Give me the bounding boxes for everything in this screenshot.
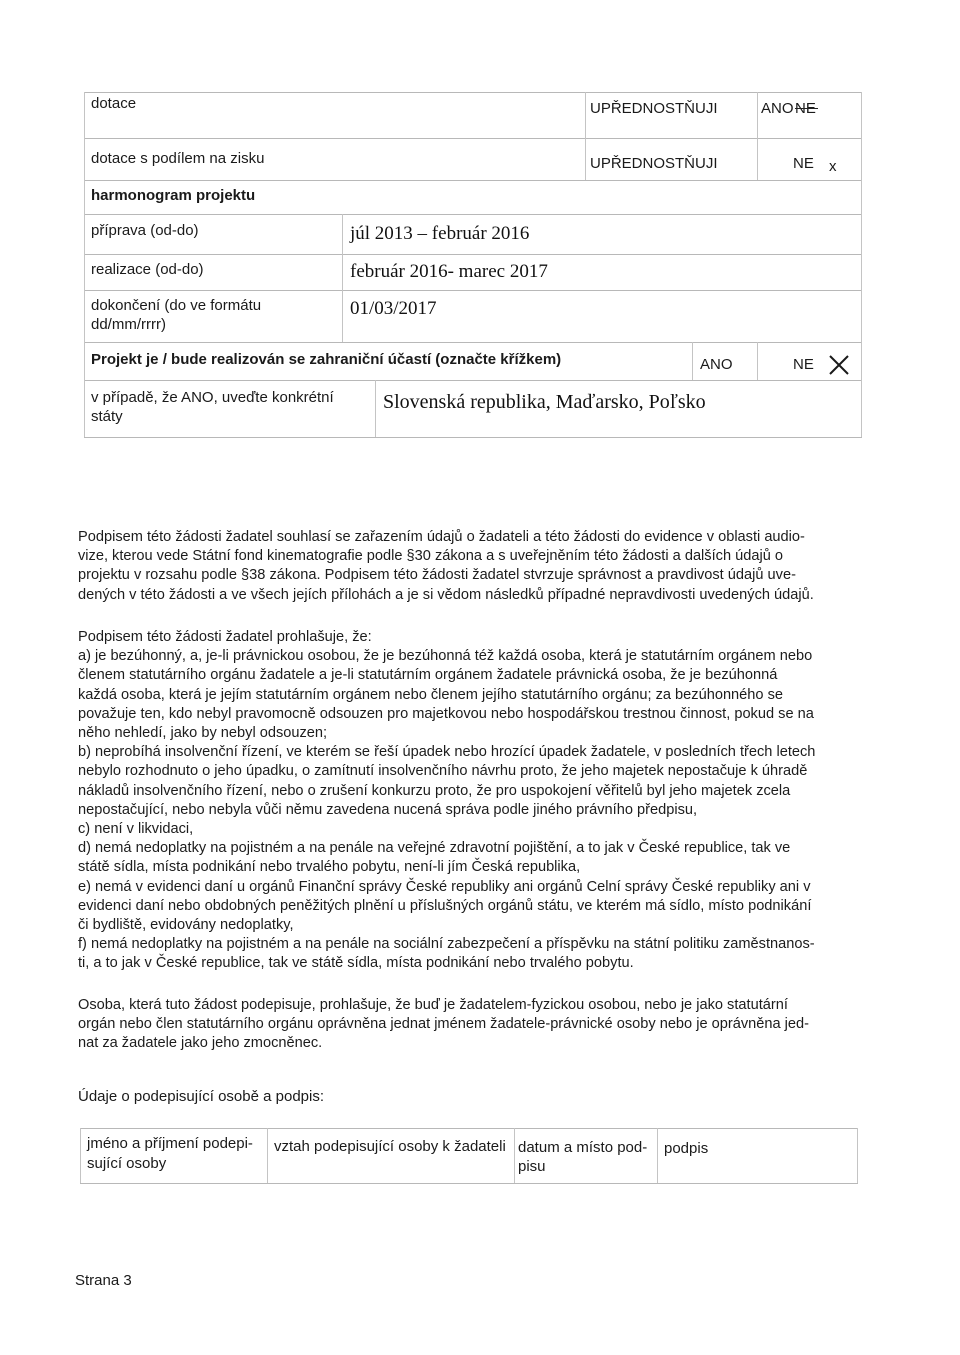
- text-line: vize, kterou vede Státní fond kinematografie podle §30 zákona a s uveřejněním této žádosti a dalších údajů o: [78, 548, 783, 565]
- text-line: e) nemá v evidenci daní u orgánů Finanční správy České republiky ani orgánů Celní správy České republiky ani v: [78, 878, 811, 895]
- zahranicni-ne: NE: [793, 356, 814, 373]
- text-line: nebylo rozhodnuto o jeho úpadku, o zamítnutí insolvenčního návrhu proto, že jeho majetek nepostačuje k úhradě: [78, 763, 808, 780]
- text-line: orgán nebo člen statutárního orgánu oprávněna jednat jménem žadatele-právnické osoby nebo je oprávněna jed-: [78, 1016, 809, 1033]
- page-number: Strana 3: [75, 1272, 132, 1289]
- dotace-ano: ANO: [761, 100, 794, 117]
- declaration-paragraph: [78, 628, 860, 974]
- zahranicni-question: Projekt je / bude realizován se zahraniční účastí (označte křížkem): [91, 351, 562, 368]
- text-line: projektu v rozsahu podle §38 zákona. Podpisem této žádosti žadatel stvrzuje správnost a pravdivost údajů uve-: [78, 567, 796, 584]
- signature-header: podpis: [664, 1140, 709, 1157]
- text-line: Osoba, která tuto žádost podepisuje, prohlašuje, že buď je žadatelem-fyzickou osobou, nebo je jako statutární: [78, 997, 788, 1013]
- dokonceni-label-line1: dokončení (do ve formátu: [91, 297, 262, 314]
- cross-mark-icon: [828, 354, 850, 381]
- staty-value: Slovenská republika, Maďarsko, Poľsko: [383, 391, 706, 413]
- text-line: členem statutárního orgánu žadatele a je-li statutárním orgánem žadatele právnická osoba, že je bezúhonná: [78, 667, 778, 684]
- signatory-name-header-line2: sující osoby: [87, 1155, 167, 1172]
- dotace-zisk-label: dotace s podílem na zisku: [91, 150, 265, 167]
- text-line: d) nemá nedoplatky na pojistném a na penále na veřejné zdravotní pojištění, a to jak v České republice, tak ve: [78, 840, 791, 857]
- priprava-label: příprava (od-do): [91, 222, 199, 239]
- zahranicni-ano: ANO: [700, 356, 733, 373]
- signatory-name-header-line1: jméno a příjmení podepi-: [87, 1135, 253, 1152]
- staty-label-line2: státy: [91, 408, 123, 425]
- text-line: ti, a to jak v České republice, tak ve státě sídla, místa podnikání nebo trvalého pobytu.: [78, 955, 634, 972]
- dotace-ne-strikethrough: [795, 108, 818, 109]
- text-line: a) je bezúhonný, a, je-li právnickou osobou, že je bezúhonná též každá osoba, která je statutárním orgánem nebo: [78, 648, 813, 665]
- consent-paragraph: [78, 528, 860, 605]
- text-line: státě sídla, místa podnikání nebo trvalého pobytu, není-li jím Česká republika,: [78, 859, 581, 876]
- dokonceni-value: 01/03/2017: [350, 298, 437, 319]
- dokonceni-label-line2: dd/mm/rrrr): [91, 316, 166, 333]
- realizace-label: realizace (od-do): [91, 261, 204, 278]
- dotace-label: dotace: [91, 95, 137, 112]
- text-line: dených v této žádosti a ve všech jejích přílohách a je si vědom následků případné nepravdivosti uvedených údajů.: [78, 586, 814, 603]
- dotace-zisk-mark: x: [829, 158, 837, 175]
- signing-date-place-header-line1: datum a místo pod-: [518, 1139, 648, 1156]
- text-line: evidenci daní nebo obdobných peněžitých plnění u příslušných orgánů státu, ve kterém má sídlo, místo podnikání: [78, 897, 812, 914]
- text-line: každá osoba, která je jejím statutárním orgánem nebo členem jejího statutárního orgánu; za bezúhonného se: [78, 686, 783, 703]
- signatory-section-title: Údaje o podepisující osobě a podpis:: [78, 1088, 325, 1105]
- signatory-paragraph: [78, 996, 860, 1054]
- text-line: Podpisem této žádosti žadatel souhlasí se zařazením údajů o žadateli a této žádosti do evidence v oblasti audio-: [78, 529, 805, 545]
- text-line: Podpisem této žádosti žadatel prohlašuje, že:: [78, 629, 372, 645]
- text-line: c) není v likvidaci,: [78, 821, 194, 838]
- text-line: b) neprobíhá insolvenční řízení, ve kterém se řeší úpadek nebo hrozící úpadek žadatele, v posledních třech letech: [78, 744, 816, 761]
- dotace-ne: NE: [795, 100, 816, 117]
- signatory-relation-header: vztah podepisující osoby k žadateli: [274, 1138, 506, 1155]
- text-line: považuje ten, kdo nebyl pravomocně odsouzen pro majetkovou nebo hospodářskou trestnou činnost, pokud se na: [78, 705, 814, 722]
- text-line: nákladů insolvenčního řízení, nebo o zrušení konkurzu proto, že pro uspokojení věřitelů byl jeho majetek zcela: [78, 782, 791, 799]
- realizace-value: február 2016- marec 2017: [350, 261, 548, 282]
- text-line: f) nemá nedoplatky na pojistném a na penále na sociální zabezpečení a příspěvku na státní politiku zaměstnanos-: [78, 936, 815, 953]
- dotace-zisk-preference: UPŘEDNOSTŇUJI: [590, 155, 718, 172]
- text-line: nat za žadatele jako jeho zmocněnec.: [78, 1035, 323, 1052]
- text-line: či bydliště, evidovány nedoplatky,: [78, 917, 294, 934]
- dotace-zisk-ne: NE: [793, 155, 814, 172]
- text-line: něho nehledí, jako by nebyl odsouzen;: [78, 725, 328, 742]
- harmonogram-title: harmonogram projektu: [91, 187, 256, 204]
- priprava-value: júl 2013 – február 2016: [350, 223, 530, 244]
- text-line: nepostačující, nebo nebyla vůči němu zavedena nucená správa podle jiného právního předpisu,: [78, 801, 698, 818]
- dotace-preference: UPŘEDNOSTŇUJI: [590, 100, 718, 117]
- staty-label-line1: v případě, že ANO, uveďte konkrétní: [91, 389, 334, 406]
- signing-date-place-header-line2: pisu: [518, 1158, 546, 1175]
